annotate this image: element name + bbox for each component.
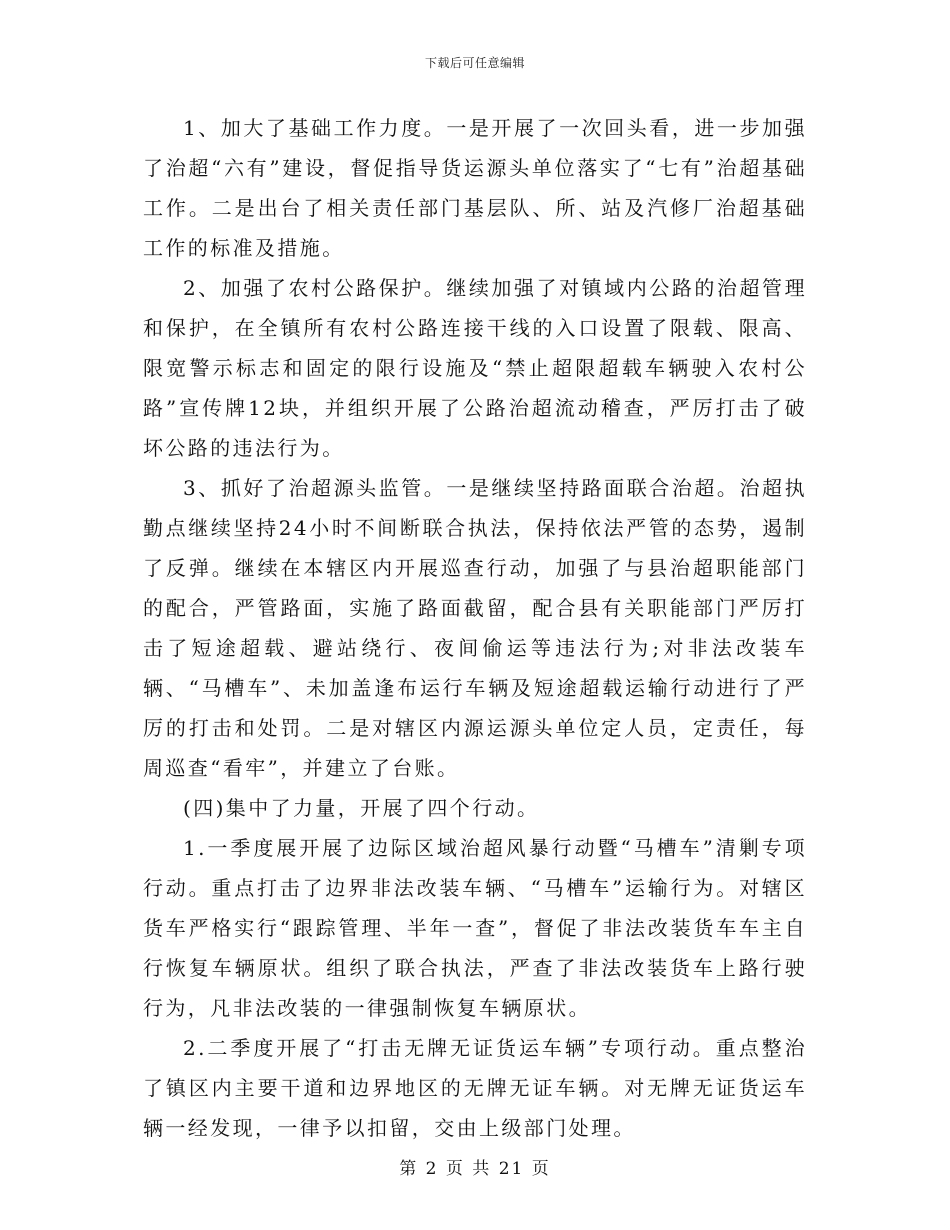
paragraph-1: 1、加大了基础工作力度。一是开展了一次回头看，进一步加强了治超“六有”建设，督促指导货运源头单位落实了“七有”治超基础工作。二是出台了相关责任部门基层队、所、站及汽修厂治超基础工作的标准及措施。 <box>143 116 807 260</box>
paragraph-2: 2、加强了农村公路保护。继续加强了对镇域内公路的治超管理和保护，在全镇所有农村公路连接干线的入口设置了限载、限高、限宽警示标志和固定的限行设施及“禁止超限超载车辆驶入农村公路”宣传牌12块，并组织开展了公路治超流动稽查，严厉打击了破坏公路的违法行为。 <box>143 276 807 460</box>
paragraph-4: (四)集中了力量，开展了四个行动。 <box>183 796 540 820</box>
paragraph-3: 3、抓好了治超源头监管。一是继续坚持路面联合治超。治超执勤点继续坚持24小时不间断联合执法，保持依法严管的态势，遏制了反弹。继续在本辖区内开展巡查行动，加强了与县治超职能部门的配合，严管路面，实施了路面截留，配合县有关职能部门严厉打击了短途超载、避站绕行、夜间偷运等违法行为;对非法改装车辆、“马槽车”、未加盖逢布运行车辆及短途超载运输行动进行了严厉的打击和处罚。二是对辖区内源运源头单位定人员，定责任，每周巡查“看牢”，并建立了台账。 <box>143 476 807 780</box>
paragraph-6: 2.二季度开展了“打击无牌无证货运车辆”专项行动。重点整治了镇区内主要干道和边界地区的无牌无证车辆。对无牌无证货运车辆一经发现，一律予以扣留，交由上级部门处理。 <box>143 1036 807 1140</box>
page-footer: 第 2 页 共 21 页 <box>399 1159 551 1179</box>
paragraph-5: 1.一季度展开展了边际区域治超风暴行动暨“马槽车”清剿专项行动。重点打击了边界非法改装车辆、“马槽车”运输行为。对辖区货车严格实行“跟踪管理、半年一查”，督促了非法改装货车车主自行恢复车辆原状。组织了联合执法，严查了非法改装货车上路行驶行为，凡非法改装的一律强制恢复车辆原状。 <box>143 836 807 1020</box>
document-body <box>143 108 807 1148</box>
page-header: 下载后可任意编辑 <box>424 56 525 70</box>
